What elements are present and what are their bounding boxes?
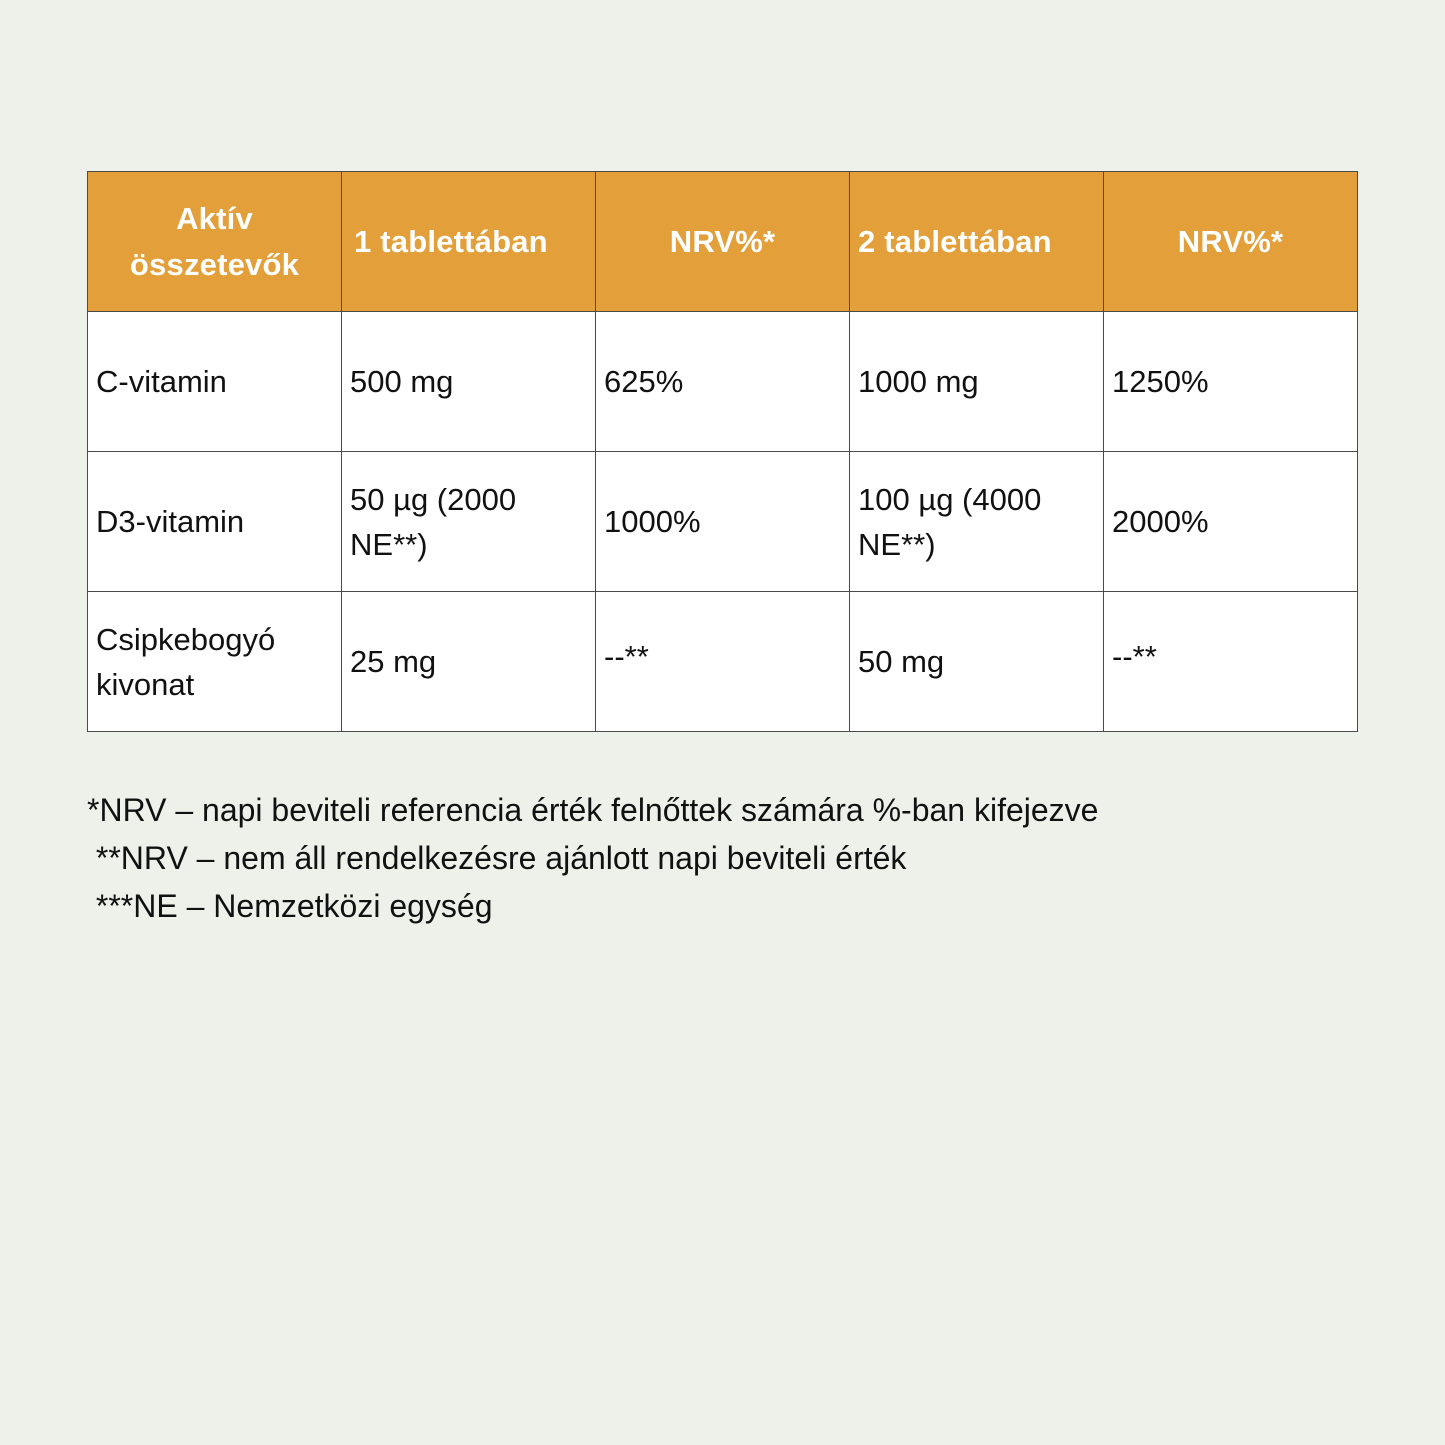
cell-one-tablet: 25 mg — [342, 592, 596, 732]
footnote-ne: ***NE – Nemzetközi egység — [87, 888, 493, 924]
cell-ingredient: C-vitamin — [88, 312, 342, 452]
header-per-one-tablet: 1 tablettában — [342, 172, 596, 312]
cell-two-tablets-nrv: 2000% — [1104, 452, 1358, 592]
cell-one-tablet-nrv: 625% — [596, 312, 850, 452]
cell-two-tablets: 1000 mg — [850, 312, 1104, 452]
cell-ingredient: D3-vitamin — [88, 452, 342, 592]
cell-one-tablet-nrv: --** — [596, 592, 850, 732]
table-row — [88, 452, 1358, 592]
nutrition-table-container — [87, 171, 1358, 732]
cell-one-tablet-nrv: 1000% — [596, 452, 850, 592]
table-row — [88, 592, 1358, 732]
footnotes — [87, 786, 1098, 930]
header-nrv-one: NRV%* — [596, 172, 850, 312]
cell-two-tablets-nrv: --** — [1104, 592, 1358, 732]
cell-two-tablets: 100 µg (4000 NE**) — [850, 452, 1104, 592]
footnote-nrv-unavailable: **NRV – nem áll rendelkezésre ajánlott napi beviteli érték — [87, 840, 907, 876]
cell-one-tablet: 50 µg (2000 NE**) — [342, 452, 596, 592]
cell-ingredient: Csipkebogyó kivonat — [88, 592, 342, 732]
table-header-row — [88, 172, 1358, 312]
cell-two-tablets-nrv: 1250% — [1104, 312, 1358, 452]
footnote-nrv: *NRV – napi beviteli referencia érték felnőttek számára %-ban kifejezve — [87, 792, 1099, 828]
nutrition-table — [87, 171, 1358, 732]
cell-two-tablets: 50 mg — [850, 592, 1104, 732]
header-nrv-two: NRV%* — [1104, 172, 1358, 312]
header-per-two-tablets: 2 tablettában — [850, 172, 1104, 312]
header-active-ingredients: Aktív összetevők — [88, 172, 342, 312]
table-row — [88, 312, 1358, 452]
cell-one-tablet: 500 mg — [342, 312, 596, 452]
